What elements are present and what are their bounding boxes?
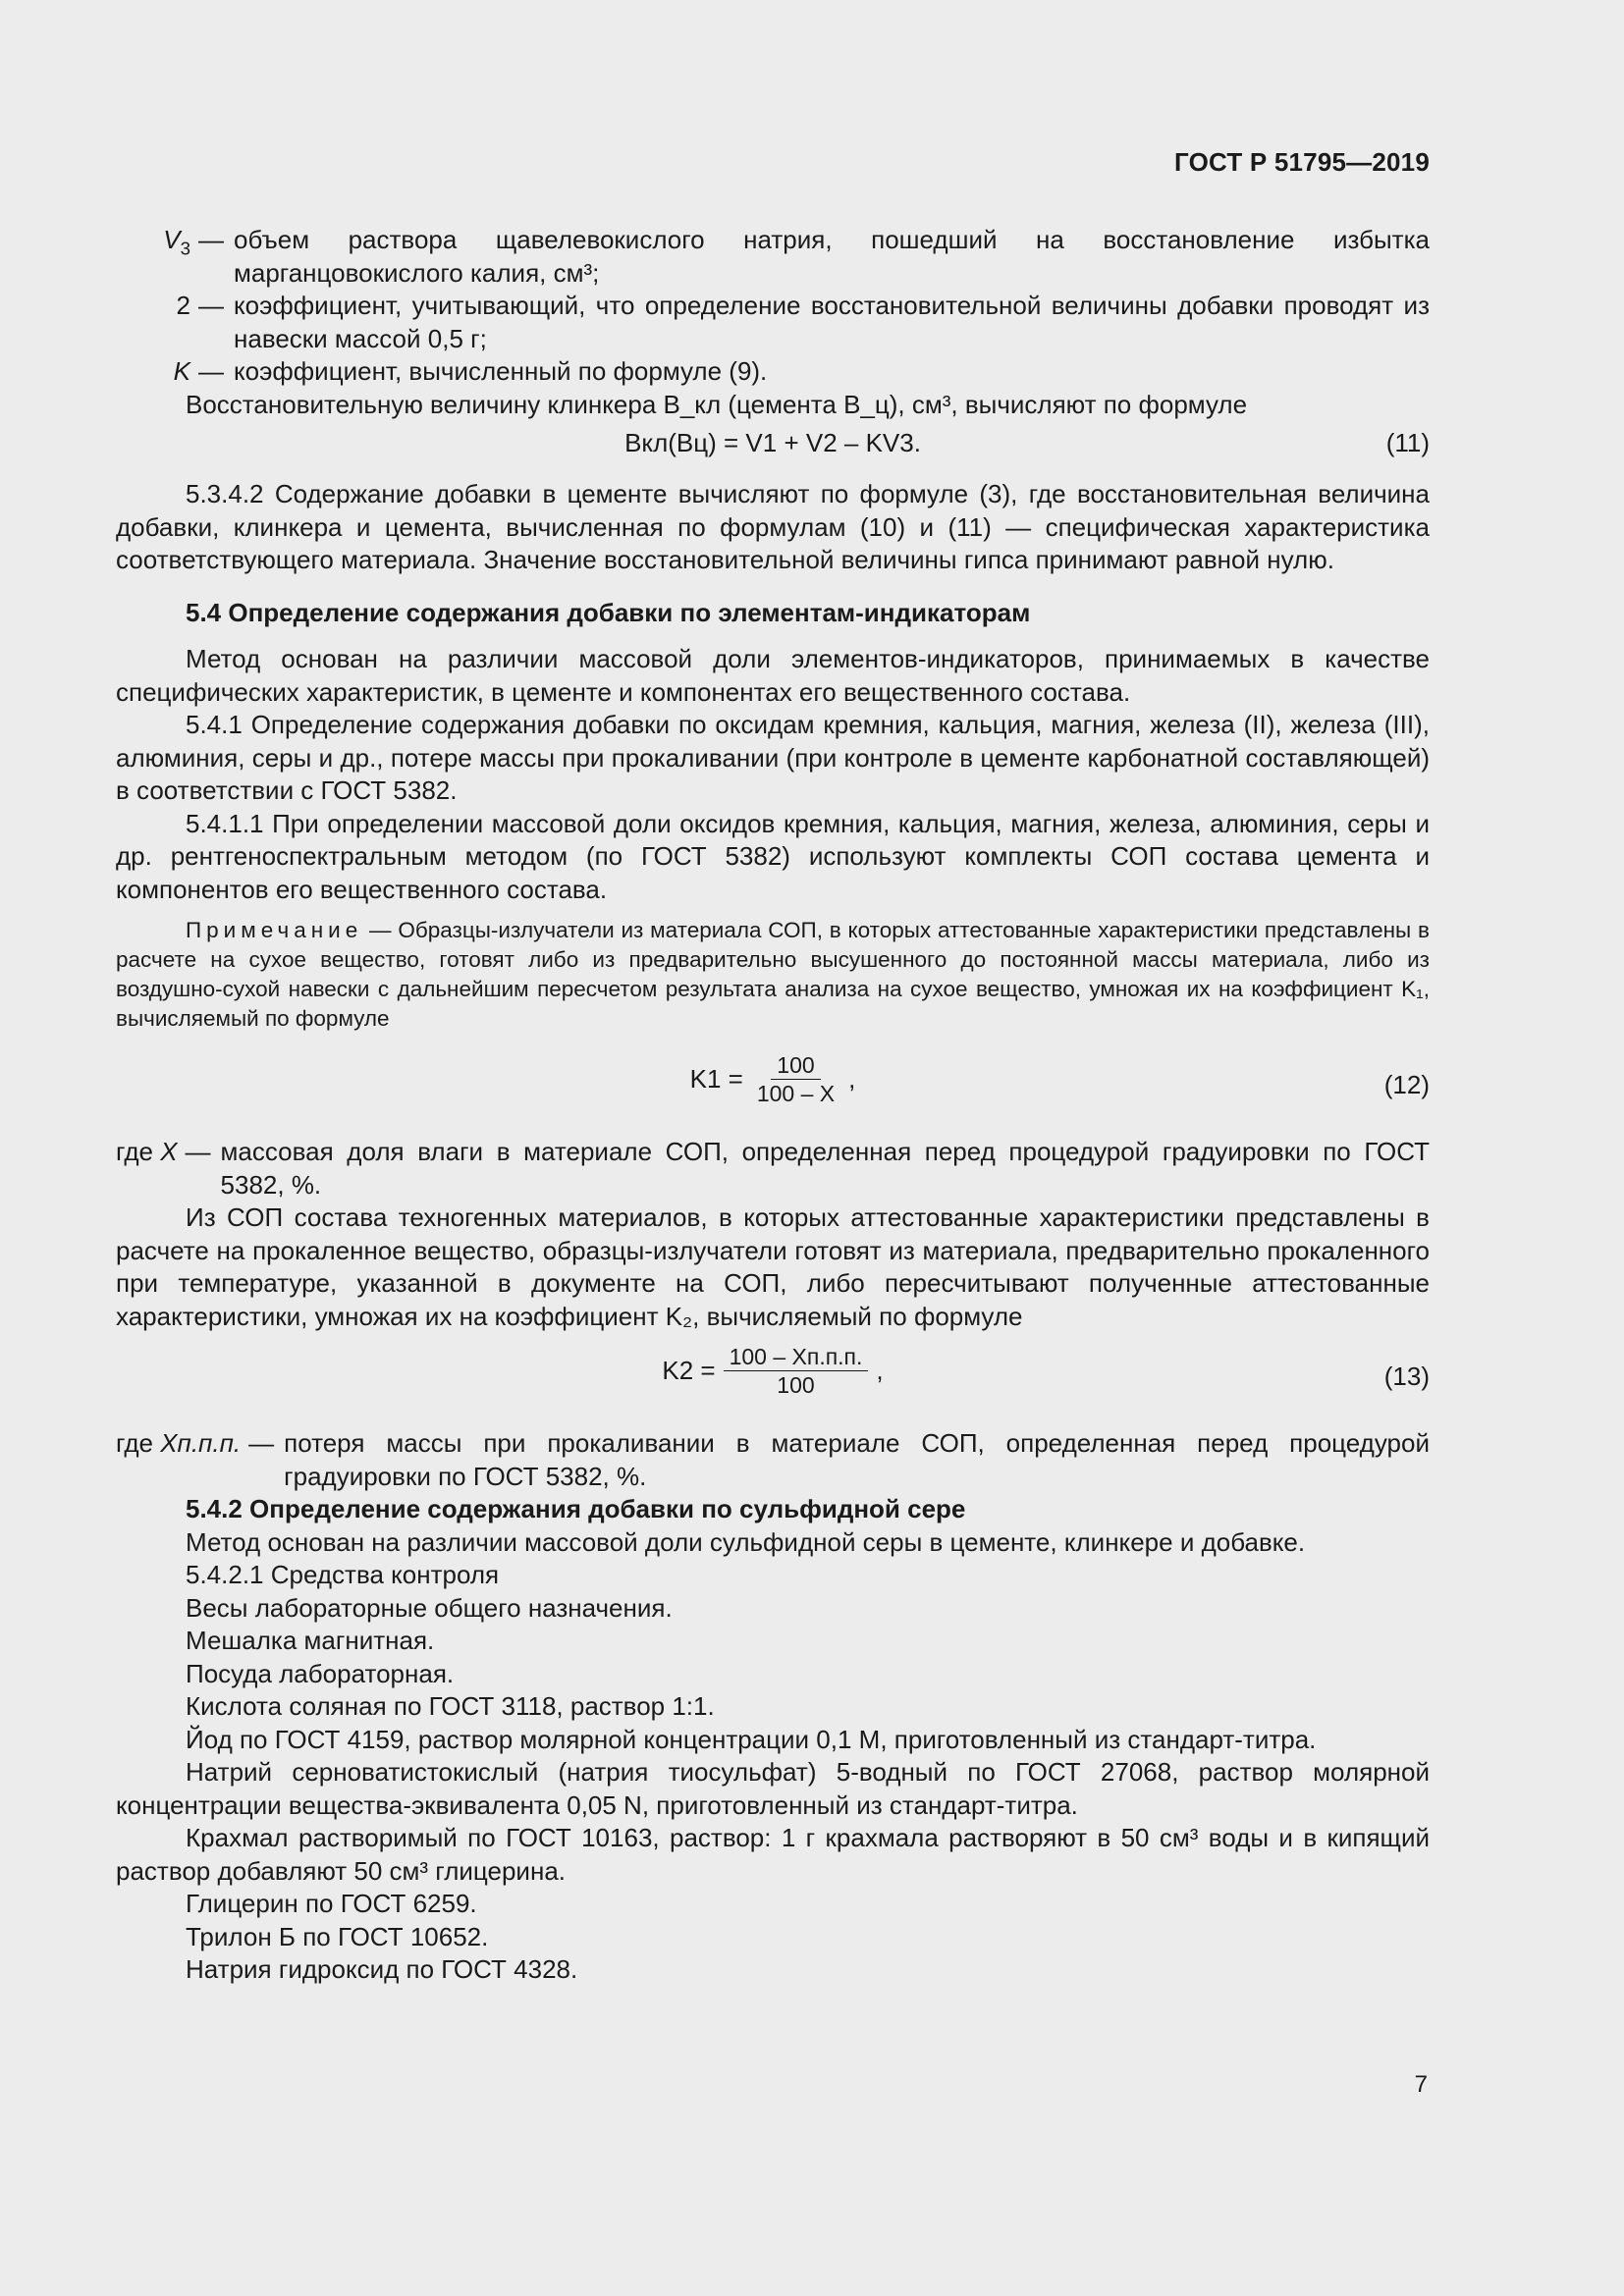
formula-12-number: (12) [1383,1070,1430,1099]
formula-12-lhs: K1 = [689,1063,743,1094]
definition-term: 2 [176,291,190,320]
paragraph-5-4-1: 5.4.1 Определение содержания добавки по оксидам кремния, кальция, магния, железа (II), железа (III), алюминия, серы и др., потере массы при прокаливании (при контроле в цементе карбонатной составляющей) в соответствии с ГОСТ 5382. [116,710,1430,805]
page-number: 7 [1414,2071,1428,2098]
paragraph-natrium: Натрий серноватистокислый (натрия тиосульфат) 5-водный по ГОСТ 27068, раствор молярной концентрации вещества-эквивалента 0,05 N, приготовленный из стандарт-титра. [116,1757,1430,1820]
formula-13-lhs: K2 = [662,1355,716,1385]
section-5-4-title: 5.4 Определение содержания добавки по элементам-индикаторам [186,597,1031,627]
list-item: Йод по ГОСТ 4159, раствор молярной концентрации 0,1 М, приготовленный из стандарт-титра. [186,1724,1317,1754]
where-xppp-text: потеря массы при прокаливании в материале СОП, определенная перед процедурой градуировки по ГОСТ 5382, %. [284,1428,1430,1491]
where-x-definition: где X — массовая доля влаги в материале СОП, определенная перед процедурой градуировки по ГОСТ 5382, %. [116,1136,1430,1201]
formula-13-denominator: 100 [777,1372,815,1398]
list-item: Весы лабораторные общего назначения. [186,1592,673,1623]
document-code: ГОСТ Р 51795—2019 [1174,147,1430,177]
formula-13-fraction [724,1343,869,1399]
formula-13-numerator: 100 – Xп.п.п. [724,1343,869,1371]
formula-12-denominator: 100 – X [756,1081,836,1106]
definition-2: 2 — коэффициент, учитывающий, что определение восстановительной величины добавки проводят из навески массой 0,5 г; [116,290,1430,355]
definition-term: $V_3$ [163,225,190,259]
paragraph-5-4-2-1: 5.4.2.1 Средства контроля [186,1560,500,1589]
list-item: Трилон Б по ГОСТ 10652. [186,1921,489,1951]
where-symbol: Xп.п.п. [160,1428,242,1458]
where-prefix: где [116,1428,153,1458]
list-item: Посуда лабораторная. [186,1658,455,1688]
formula-12: K1 = $\frac{100}{100 - X}$ , (12) [689,1052,1430,1106]
formula-12-numerator: 100 [771,1051,820,1080]
where-prefix: где [116,1137,153,1166]
definition-text: объем раствора щавелевокислого натрия, пошедший на восстановление избытка марганцовокислого калия, см³; [234,225,1430,288]
section-5-4-2-title: 5.4.2 Определение содержания добавки по сульфидной сере [186,1494,966,1523]
definition-k: K — коэффициент, вычисленный по формуле (9). [116,355,1430,389]
paragraph-5-4-method: Метод основан на различии массовой доли элементов-индикаторов, принимаемых в качестве специфических характеристик, в цементе и компонентах его вещественного состава. [116,644,1430,707]
note-text: — Образцы-излучатели из материала СОП, в которых аттестованные характеристики представлены в расчете на сухое вещество, готовят либо из предварительно высушенного до постоянной массы материала, либо из воздушно-сухой навески с дальнейшим пересчетом результата анализа на сухое вещество, умножая их на коэффициент K₁, вычисляемый по формуле [116,918,1430,1031]
formula-12-fraction [751,1051,840,1107]
formula-11-expression: Bкл(Bц) = V1 + V2 – KV3. [624,428,921,457]
note [116,916,1430,1034]
where-x-text: массовая доля влаги в материале СОП, определенная перед процедурой градуировки по ГОСТ 5382, %. [220,1137,1430,1200]
definition-text: коэффициент, вычисленный по формуле (9). [234,356,768,386]
definition-v3: $V_3$ — объем раствора щавелевокислого натрия, пошедший на восстановление избытка марганцовокислого калия, см³; [116,224,1430,290]
list-item: Натрия гидроксид по ГОСТ 4328. [186,1954,578,1984]
formula-11 [116,427,1430,466]
paragraph-technogenic: Из СОП состава техногенных материалов, в которых аттестованные характеристики представлены в расчете на прокаленное вещество, образцы-излучатели готовят из материала, предварительно прокаленного при температуре, указанной в документе на СОП, либо пересчитывают полученные аттестованные характеристики, умножая их на коэффициент K₂, вычисляемый по формуле [116,1202,1430,1331]
paragraph-5-4-2-method: Метод основан на различии массовой доли сульфидной серы в цементе, клинкере и добавке. [186,1526,1306,1557]
list-item: Кислота соляная по ГОСТ 3118, раствор 1:1. [186,1691,715,1721]
where-symbol: X [160,1137,178,1166]
page-content [116,224,1430,1987]
paragraph-starch: Крахмал растворимый по ГОСТ 10163, раствор: 1 г крахмала растворяют в 50 см³ воды и в кипящий раствор добавляют 50 см³ глицерина. [116,1823,1430,1886]
where-xppp-definition: где Xп.п.п. — потеря массы при прокаливании в материале СОП, определенная перед процедурой градуировки по ГОСТ 5382, %. [116,1427,1430,1493]
paragraph-5-4-1-1: 5.4.1.1 При определении массовой доли оксидов кремния, кальция, магния, железа, алюминия, серы и др. рентгеноспектральным методом (по ГОСТ 5382) используют комплекты СОП состава цемента и компонентов его вещественного состава. [116,808,1430,904]
formula-13: K2 = $\frac{100 - Xп.п.п.}{100}$ , (13) [662,1344,1430,1398]
definition-term: K [173,356,190,386]
paragraph-reductive-value: Восстановительную величину клинкера В_кл (цемента В_ц), см³, вычисляют по формуле [186,389,1248,419]
note-label: Примечание [186,918,363,942]
list-item: Мешалка магнитная. [186,1626,435,1655]
list-item: Глицерин по ГОСТ 6259. [186,1889,477,1918]
definition-text: коэффициент, учитывающий, что определение восстановительной величины добавки проводят из навески массой 0,5 г; [234,291,1430,353]
paragraph-5-3-4-2: 5.3.4.2 Содержание добавки в цементе вычисляют по формуле (3), где восстановительная величина добавки, клинкера и цемента, вычисленная по формулам (10) и (11) — специфическая характеристика соответствующего материала. Значение восстановительной величины гипса принимают равной нулю. [116,479,1430,574]
formula-13-number: (13) [1383,1362,1430,1391]
formula-11-number: (11) [1385,428,1430,457]
